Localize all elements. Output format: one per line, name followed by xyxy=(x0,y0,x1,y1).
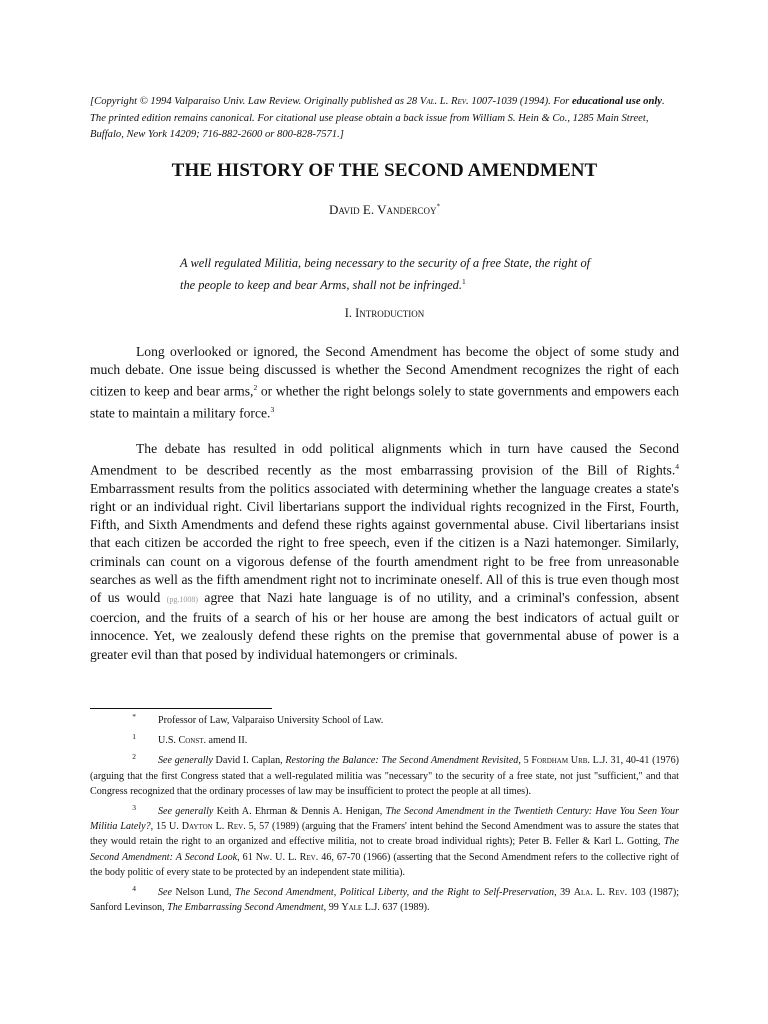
footnote-ref: 4 xyxy=(675,462,679,472)
author-line xyxy=(90,202,679,218)
author-name: David E. Vandercoy xyxy=(328,202,437,217)
footnote-text: , 61 xyxy=(237,851,256,863)
paragraph-text: Embarrassment results from the politics associated with determining whether the language creates a state's right or an individual right. Civil libertarians support the individual rights recognized in the First, Fourth, Fifth, and Sixth Amendments and defend these rights against governmental abuse. Civil libertarians insist that each citizen be accorded the right to free speech, even if the citizen is a Nazi hatemonger. Similarly, criminals can count on a vigorous defense of the fourth amendment right to be free from unreasonable searches as well as the fifth amendment right not to incriminate oneself. All of this is true even though most of us would xyxy=(90,480,679,606)
footnote-number: 3 xyxy=(132,803,136,813)
signal: See generally xyxy=(158,755,213,767)
footnote-text: , 5 xyxy=(518,755,532,767)
footnote-ref: 3 xyxy=(270,405,275,415)
footnote-text: U.S. xyxy=(158,735,179,747)
cited-title: The Embarrassing Second Amendment xyxy=(167,902,324,914)
footnote xyxy=(90,713,679,728)
copyright-notice xyxy=(90,94,679,144)
epigraph-text: A well regulated Militia, being necessary to the security of a free State, the right of the people to keep and bear Arms, shall not be infringed. xyxy=(180,256,591,292)
cited-title: The Second Amendment, Political Liberty, and the Right to Self-Preservation xyxy=(234,887,555,899)
footnote-text: Professor of Law, Valparaiso University School of Law. xyxy=(158,715,384,726)
footnote xyxy=(90,804,679,880)
footnote-text: , 15 U. xyxy=(150,821,182,833)
footnote xyxy=(90,733,679,748)
footnote-citation: Ala. L. Rev. xyxy=(573,887,628,899)
copyright-text: 1007-1039 (1994). For xyxy=(468,96,572,107)
article-title: THE HISTORY OF THE SECOND AMENDMENT xyxy=(171,160,598,181)
footnote-number: 4 xyxy=(132,884,136,894)
copyright-journal: Val. L. Rev. xyxy=(419,96,469,107)
paragraph-text: The debate has resulted in odd political alignments which in turn have caused the Second Amendment to be described recently as the most embarrassing provision of the Bill of Rights. xyxy=(90,440,679,478)
paragraph-text: agree that Nazi hate language is of no utility, and a criminal's confession, absent coercion, and the fruits of a search of his or her house are among the best indicators of actual guilt or innocence. Yet, we zealously defend these rights on the premise that governmental abuse of power is a greater evil than that posed by individual hatemongers or criminals. xyxy=(90,590,679,662)
cited-title: Restoring the Balance: The Second Amendment Revisited xyxy=(285,755,519,767)
footnote-ref: 1 xyxy=(461,276,466,286)
footnote-citation: Dayton L. Rev. xyxy=(181,821,246,833)
footnote-number: * xyxy=(132,712,136,721)
footnote-text: , 39 xyxy=(554,887,574,899)
footnote-number: 1 xyxy=(132,732,136,742)
footnote-citation: Yale xyxy=(341,902,363,914)
copyright-text: [Copyright © 1994 Valparaiso Univ. Law Review. Originally published as 28 xyxy=(90,96,420,107)
footnote-text: David I. Caplan, xyxy=(212,755,286,767)
footnote-ref: 2 xyxy=(253,383,258,393)
article-body xyxy=(90,343,679,681)
footnote-text: , 99 xyxy=(323,902,342,914)
footnote-citation: Fordham Urb. xyxy=(531,755,590,767)
cited-title: The Second Amendment: A Second Look xyxy=(90,836,679,863)
paragraph-text: or whether the right belongs solely to state governments and empowers each state to maintain a military force. xyxy=(90,383,679,421)
footnote xyxy=(90,753,679,799)
footnote xyxy=(90,885,679,915)
footnote-text: Nelson Lund, xyxy=(172,887,235,899)
footnote-citation: Const. xyxy=(178,735,207,747)
signal: See generally xyxy=(158,806,214,818)
paragraph-text: Long overlooked or ignored, the Second Amendment has become the object of some study and much debate. One issue being discussed is whether the Second Amendment recognizes the right of each citizen to keep and bear arms, xyxy=(90,344,679,399)
footnote-text: L.J. 637 (1989). xyxy=(362,902,430,914)
copyright-emphasis: educational use only xyxy=(571,96,663,107)
signal: See xyxy=(158,887,173,899)
section-heading: I. Introduction xyxy=(344,306,425,320)
footnote-text: 103 (1987); Sanford Levinson, xyxy=(90,887,680,914)
footnote-text: 5, 57 (1989) (arguing that the Framers' intent behind the Second Amendment was to assure the states that they would retain the right to an organized and effective militia, not to create broad individual rights); Peter B. Feller & Karl L. Gotting, xyxy=(90,821,679,848)
author-footnote-mark: * xyxy=(436,202,441,211)
body-paragraph xyxy=(90,440,679,664)
footnote-text: Keith A. Ehrman & Dennis A. Henigan, xyxy=(213,806,386,818)
copyright-text: . The printed edition remains canonical. For citational use please obtain a back issue from William S. Hein & Co., 1285 Main Street, Buffalo, New York 14209; 716-882-2600 or 800-828-7571.] xyxy=(90,96,665,141)
footnote-text: amend II. xyxy=(206,735,248,747)
footnote-number: 2 xyxy=(132,752,136,762)
footnote-text: 46, 67-70 (1966) (asserting that the Second Amendment refers to the collective right of the body politic of every state to be protected by an independent state militia). xyxy=(90,851,679,878)
page-marker: (pg.1008) xyxy=(166,595,198,605)
footnotes xyxy=(90,713,679,920)
footnote-text: L.J. 31, 40-41 (1976) (arguing that the first Congress stated that a well-regulated militia was "necessary" to the security of a free state, not just "sufficient," and that Congress recognized that the ordinary processes of law may be insufficient to protect the people at all times). xyxy=(90,755,680,797)
footnote-citation: Nw. U. L. Rev. xyxy=(255,851,319,863)
cited-title: The Second Amendment in the Twentieth Century: Have You Seen Your Militia Lately? xyxy=(90,806,679,833)
epigraph xyxy=(180,255,600,294)
body-paragraph xyxy=(90,343,679,423)
